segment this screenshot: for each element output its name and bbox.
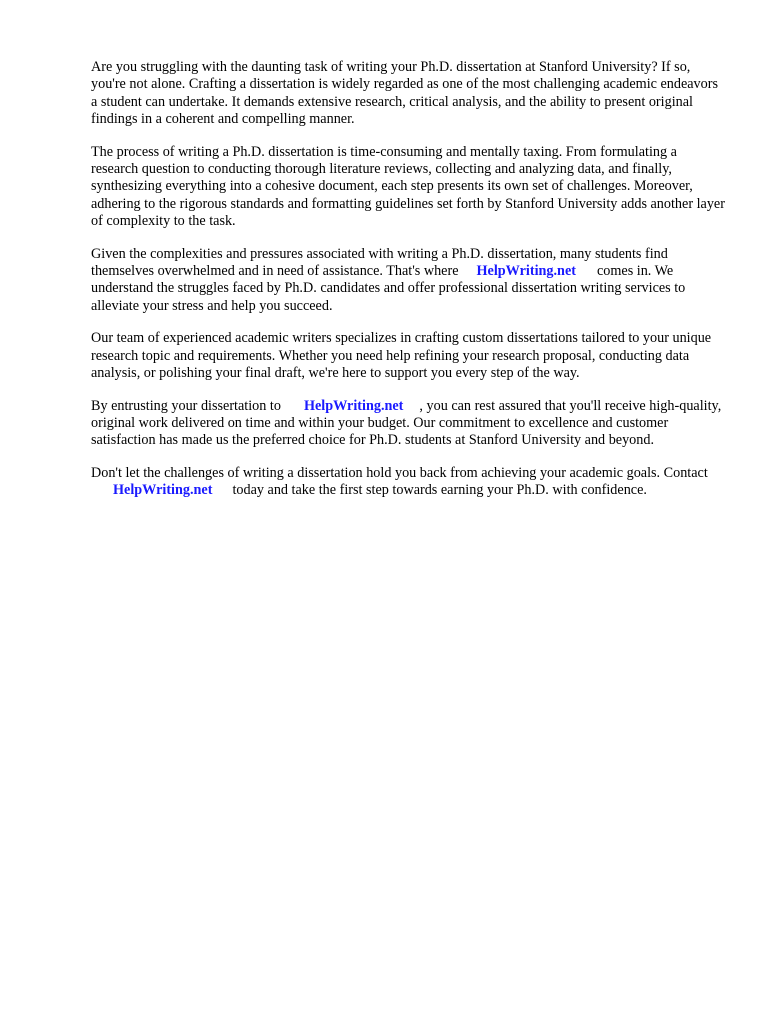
paragraph-intro: Are you struggling with the daunting task of writing your Ph.D. dissertation at Stanford University? If so, you're not alone. Crafting a dissertation is widely regarded as one of the most challenging academic endeavors a student can undertake. It demands extensive research, critical analysis, and the ability to present original findings in a coherent and compelling manner.: [91, 59, 718, 127]
paragraph-entrusting: [91, 398, 725, 450]
paragraph-entrusting-text-end: , you can rest assured that you'll receive high-quality, original work delivered on time and within your budget. Our commitment to excellence and customer satisfaction has made us the preferred choice for Ph.D. students at Stanford University and beyond.: [91, 397, 722, 449]
paragraph-contact-text-end: today and take the first step towards earning your Ph.D. with confidence.: [232, 482, 647, 499]
paragraph-assistance: [91, 246, 725, 315]
paragraph-assistance-text-end: comes in. We understand the struggles faced by Ph.D. candidates and offer professional dissertation writing services to alleviate your stress and help you succeed.: [91, 262, 686, 314]
paragraph-process: The process of writing a Ph.D. dissertation is time-consuming and mentally taxing. From formulating a research question to conducting thorough literature reviews, collecting and analyzing data, and finally, synthesizing everything into a cohesive document, each step presents its own set of challenges. Moreover, adhering to the rigorous standards and formatting guidelines set forth by Stanford University adds another layer of complexity to the task.: [91, 143, 725, 229]
helpwriting-link[interactable]: HelpWriting.net: [113, 482, 213, 499]
paragraph-assistance-text-start: Given the complexities and pressures associated with writing a Ph.D. dissertation, many students find themselves overwhelmed and in need of assistance. That's where: [91, 245, 668, 279]
paragraph-entrusting-text-start: By entrusting your dissertation to: [91, 397, 281, 414]
paragraph-contact-text-start: Don't let the challenges of writing a dissertation hold you back from achieving your academic goals. Contact: [91, 465, 708, 482]
paragraph-contact: [91, 465, 725, 500]
helpwriting-link[interactable]: HelpWriting.net: [303, 397, 404, 414]
paragraph-team: Our team of experienced academic writers specializes in crafting custom dissertations tailored to your unique research topic and requirements. Whether you need help refining your research proposal, conducting data analysis, or polishing your final draft, we're here to support you every step of the way.: [91, 330, 712, 381]
helpwriting-link[interactable]: HelpWriting.net: [476, 262, 576, 279]
document-body: [91, 59, 725, 515]
